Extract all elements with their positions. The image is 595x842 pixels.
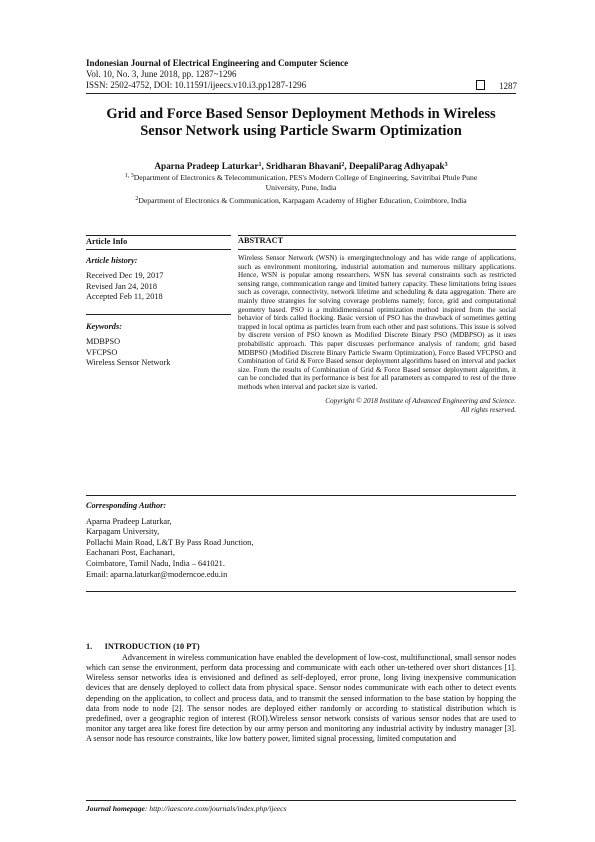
keyword-2: VFCPSO: [86, 347, 118, 357]
header-rule: [86, 93, 516, 94]
article-info-heading: Article Info: [86, 237, 128, 246]
affiliation-2: [96, 196, 506, 206]
author-2: , Sridharan Bhavani: [261, 161, 342, 171]
corresponding-author-block: [86, 501, 386, 580]
keywords-block: [86, 322, 231, 369]
issn-doi: ISSN: 2502-4752, DOI: 10.11591/ijeecs.v10.i3.pp1287-1296: [86, 80, 307, 90]
corresponding-label: Corresponding Author:: [86, 501, 167, 510]
copyright-line-1: Copyright © 2018 Institute of Advanced Engineering and Science.: [325, 396, 516, 405]
homepage-label: Journal homepage: [86, 804, 145, 813]
article-info-sub-rule: [86, 249, 231, 250]
abstract-sub-rule: [238, 249, 516, 250]
copyright-line-2: All rights reserved.: [460, 405, 516, 414]
corresponding-bottom-rule: [86, 591, 516, 592]
author-1: Aparna Pradeep Laturkar: [154, 161, 259, 171]
author-2-sup: 2: [341, 162, 345, 168]
running-header: [86, 58, 516, 91]
corresponding-top-rule: [86, 495, 516, 496]
revised-date: Revised Jan 24, 2018: [86, 281, 157, 291]
history-label: Article history:: [86, 256, 138, 265]
corr-line-2: Karpagam University,: [86, 527, 160, 537]
accepted-date: Accepted Feb 11, 2018: [86, 292, 163, 302]
affiliation-1-sup: 1, 3: [124, 173, 134, 179]
author-1-sup: 1: [258, 162, 262, 168]
abstract-heading: ABSTRACT: [238, 236, 284, 245]
square-icon: [476, 80, 485, 90]
page-number: 1287: [499, 81, 517, 91]
corr-line-3: Pollachi Main Road, L&T By Pass Road Junction,: [86, 537, 254, 547]
introduction-paragraph: Advancement in wireless communication have enabled the development of low-cost, multifunctional, small sensor nodes which can sense the environment, perform data processing and communicate with each other un-tethered over short distances [1]. Wireless sensor networks idea is envisioned and defined as self-deployed, error prone, long living inexpensive communication devices that are densely deployed to collect data from physical space. Sensor nodes communicate with each other to detect events depending on the application, to collect and process data, and to transmit the sensed information to the base station by hopping the data from node to node [2]. The sensor nodes are deployed either randomly or according to statistical distribution which is predefined, over a geographic region of interest (ROI).Wireless sensor network consists of various sensor nodes that are used to monitor any target area like forest fire detection by our army person and monitoring any industrial activity by industry manager [3]. A sensor node has resource constraints, like low battery power, limited signal processing, limited computation and: [86, 653, 516, 744]
article-history: [86, 256, 231, 303]
author-3: , DeepaliParag Adhyapak: [344, 161, 445, 171]
homepage-url[interactable]: : http://iaescore.com/journals/index.php/ijeecs: [144, 804, 287, 813]
affiliation-2-sup: 2: [135, 196, 139, 202]
author-3-sup: 3: [444, 162, 448, 168]
volume-info: Vol. 10, No. 3, June 2018, pp. 1287~1296: [86, 69, 237, 79]
journal-homepage: [86, 804, 287, 813]
page-number-block: [476, 80, 517, 91]
article-info-top-rule: [86, 235, 231, 236]
introduction-text: [86, 653, 516, 744]
abstract-body: [238, 254, 516, 415]
section-heading-introduction: 1. INTRODUCTION (10 PT): [86, 642, 200, 651]
corr-line-5: Coimbatore, Tamil Nadu, India – 641021.: [86, 558, 225, 568]
keyword-3: Wireless Sensor Network: [86, 358, 171, 368]
corr-line-4: Eachanari Post, Eachanari,: [86, 548, 175, 558]
author-list: [86, 161, 516, 171]
paper-title: Grid and Force Based Sensor Deployment Methods in Wireless Sensor Network using Particle Swarm Optimization: [106, 106, 496, 139]
affiliation-1: [96, 173, 506, 192]
keywords-label: Keywords:: [86, 322, 122, 331]
footer-rule: [86, 800, 516, 801]
journal-name: Indonesian Journal of Electrical Engineering and Computer Science: [86, 58, 349, 68]
corr-line-1: Aparna Pradeep Laturkar,: [86, 516, 172, 526]
keyword-1: MDBPSO: [86, 336, 121, 346]
corr-line-6: Email: aparna.laturkar@moderncoe.edu.in: [86, 569, 228, 579]
keywords-rule: [86, 314, 231, 315]
affiliation-2-text: Department of Electronics & Communication, Karpagam Academy of Higher Education, Coimbtore, India: [138, 196, 467, 205]
abstract-text: Wireless Sensor Network (WSN) is emergingtechnology and has wide range of applications, such as environment monitoring, industrial automation and numerous military applications. Hence, WSN is popular among researchers. WSN has several constraints such as restricted sensing range, communication range and limited battery capacity. These limitations bring issues such as coverage, connectivity, network lifetime and scheduling & data aggregation. There are mainly three strategies for solving coverage problems namely; force, grid and computational geometry based. PSO is a multidimensional optimization method inspired from the social behavior of birds called flocking. Basic version of PSO has the drawback of sometimes getting trapped in local optima as particles learn from each other and past solutions. This issue is solved by discrete version of PSO known as Modified Discrete Binary PSO (MDBPSO) as it uses probabilistic approach. This paper discusses performance analysis of random; grid based MDBPSO (Modified Discrete Binary Particle Swarm Optimization), Force Based VFCPSO and Combination of Grid & Force Based sensor deployment algorithms based on interval and packet size. From the results of Combination of Grid & Force Based sensor deployment algorithm, it can be concluded that its performance is best for all parameters as compared to rest of the three methods when interval and packet size is varied.: [238, 254, 516, 391]
affiliation-1-line1: Department of Electronics & Telecommunication, PES's Modern College of Engineering, Savitribai Phule Pune: [133, 173, 478, 182]
received-date: Received Dec 19, 2017: [86, 270, 164, 280]
affiliation-1-line2: University, Pune, India: [265, 182, 337, 192]
